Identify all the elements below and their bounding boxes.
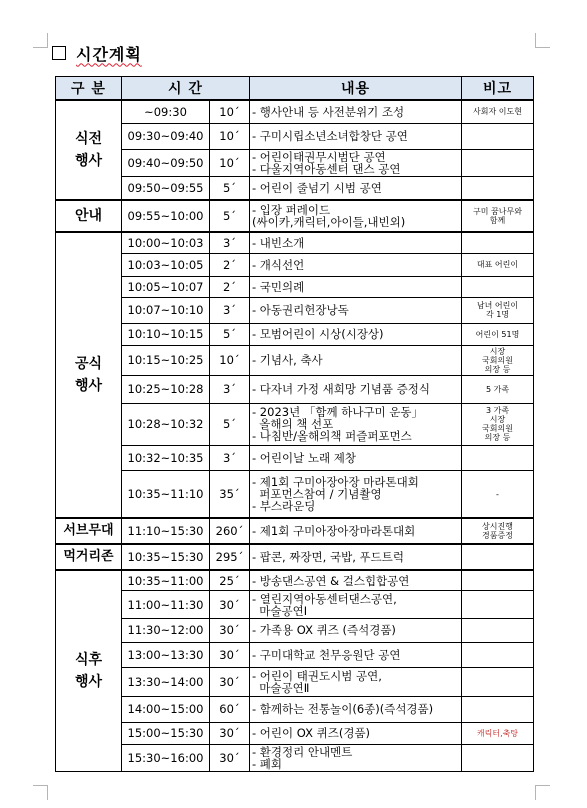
content-cell	[250, 697, 462, 723]
note-cell	[462, 276, 534, 297]
content-line: - 팝콘, 짜장면, 국밥, 푸드트럭	[252, 549, 404, 564]
content-cell	[250, 470, 462, 518]
time-cell: 11:10~15:30	[122, 518, 210, 544]
time-cell: 11:30~12:00	[122, 619, 210, 642]
content-line: - 어린이 줄넘기 시범 공연	[252, 181, 382, 196]
time-cell: 10:15~10:25	[122, 345, 210, 375]
crop-mark-bottom-left	[33, 785, 48, 800]
duration-cell: 3´	[210, 297, 250, 323]
table-row	[56, 518, 534, 544]
time-cell: 10:10~10:15	[122, 323, 210, 345]
content-cell	[250, 446, 462, 471]
content-line: 마술공연Ⅱ	[252, 681, 310, 696]
content-line: - 국민의례	[252, 279, 305, 294]
content-line: - 방송댄스공연 & 걸스힙합공연	[252, 573, 410, 588]
content-line: - 구미시립소년소녀합창단 공연	[252, 129, 408, 144]
content-cell	[250, 570, 462, 591]
note-cell: 시장 국회의원 의장 등	[462, 345, 534, 375]
content-line: - 구미대학교 천무응원단 공연	[252, 647, 401, 662]
duration-cell: 25´	[210, 570, 250, 591]
time-cell: 11:00~11:30	[122, 591, 210, 619]
duration-cell: 30´	[210, 668, 250, 697]
note-cell	[462, 745, 534, 772]
note-cell: 사회자 이도현	[462, 100, 534, 123]
table-row	[56, 570, 534, 591]
content-line: - 어린이 OX 퀴즈(경품)	[252, 726, 371, 741]
duration-cell: 10´	[210, 123, 250, 149]
content-cell	[250, 642, 462, 668]
duration-cell: 30´	[210, 745, 250, 772]
header-content: 내용	[250, 77, 462, 101]
content-cell	[250, 323, 462, 345]
content-line: - 폐회	[252, 757, 283, 772]
note-cell: -	[462, 470, 534, 518]
table-row	[56, 200, 534, 232]
time-cell: 10:05~10:07	[122, 276, 210, 297]
table-row	[56, 745, 534, 772]
content-line: - 다자녀 가정 새희망 기념품 증정식	[252, 382, 430, 397]
content-line: - 함께하는 전통놀이(6종)(즉석경품)	[252, 702, 434, 717]
duration-cell: 30´	[210, 591, 250, 619]
content-cell	[250, 745, 462, 772]
note-cell: 캐릭터,축탕	[462, 722, 534, 744]
content-line: - 어린이 태권도시범 공연,	[252, 669, 382, 684]
content-line: - 내빈소개	[252, 236, 305, 251]
content-cell	[250, 123, 462, 149]
table-row	[56, 177, 534, 200]
content-cell	[250, 200, 462, 232]
time-cell: 10:35~11:00	[122, 570, 210, 591]
table-row	[56, 375, 534, 403]
duration-cell: 260´	[210, 518, 250, 544]
table-row	[56, 276, 534, 297]
content-cell	[250, 668, 462, 697]
content-cell	[250, 544, 462, 570]
duration-cell: 60´	[210, 697, 250, 723]
time-cell: 09:30~09:40	[122, 123, 210, 149]
table-row	[56, 232, 534, 253]
note-cell	[462, 570, 534, 591]
time-cell: ~09:30	[122, 100, 210, 123]
table-row	[56, 149, 534, 177]
content-cell	[250, 375, 462, 403]
section-title: 시간계획	[76, 44, 142, 64]
table-row	[56, 254, 534, 276]
note-cell	[462, 544, 534, 570]
section-heading	[52, 42, 142, 64]
category-cell: 서브무대	[56, 518, 122, 544]
note-cell	[462, 591, 534, 619]
content-cell	[250, 345, 462, 375]
content-cell	[250, 232, 462, 253]
note-cell	[462, 619, 534, 642]
time-cell: 13:00~13:30	[122, 642, 210, 668]
header-time: 시 간	[122, 77, 250, 101]
note-cell	[462, 697, 534, 723]
note-cell	[462, 177, 534, 200]
duration-cell: 3´	[210, 375, 250, 403]
header-note: 비고	[462, 77, 534, 101]
header-category: 구 분	[56, 77, 122, 101]
note-cell	[462, 123, 534, 149]
crop-mark-bottom-right	[535, 785, 550, 800]
table-row	[56, 470, 534, 518]
note-cell	[462, 642, 534, 668]
duration-cell: 5´	[210, 403, 250, 446]
content-line: - 제1회 구미아장아장 마라톤대회	[252, 475, 419, 490]
checkbox-square-icon	[52, 46, 66, 60]
crop-mark-top-right	[535, 33, 550, 48]
content-line: - 2023년 「함께 하나구미 운동」	[252, 405, 424, 420]
table-row	[56, 591, 534, 619]
duration-cell: 5´	[210, 323, 250, 345]
content-line: - 부스라운딩	[252, 499, 316, 514]
schedule-table	[55, 76, 534, 772]
note-cell: 남녀 어린이 각 1명	[462, 297, 534, 323]
duration-cell: 30´	[210, 642, 250, 668]
table-header-row	[56, 77, 534, 101]
note-cell: 대표 어린이	[462, 254, 534, 276]
note-cell	[462, 232, 534, 253]
table-row	[56, 722, 534, 744]
content-line: - 어린이태권무시범단 공연	[252, 149, 386, 164]
duration-cell: 10´	[210, 345, 250, 375]
content-line: - 환경정리 안내멘트	[252, 745, 353, 760]
content-cell	[250, 619, 462, 642]
note-cell	[462, 668, 534, 697]
content-line: - 기념사, 축사	[252, 353, 323, 368]
schedule-body	[56, 100, 534, 772]
content-line: 올해의 책 선포	[252, 417, 334, 432]
content-line: - 모범어린이 시상(시장상)	[252, 327, 384, 342]
table-row	[56, 619, 534, 642]
note-cell	[462, 446, 534, 471]
time-cell: 10:00~10:03	[122, 232, 210, 253]
duration-cell: 10´	[210, 149, 250, 177]
time-cell: 10:35~11:10	[122, 470, 210, 518]
category-cell: 식후 행사	[56, 570, 122, 772]
time-cell: 09:50~09:55	[122, 177, 210, 200]
duration-cell: 3´	[210, 232, 250, 253]
note-cell: 구미 꿈나무와 함께	[462, 200, 534, 232]
content-line: - 가족용 OX 퀴즈 (즉석경품)	[252, 623, 396, 638]
duration-cell: 5´	[210, 200, 250, 232]
content-cell	[250, 297, 462, 323]
content-cell	[250, 722, 462, 744]
time-cell: 10:28~10:32	[122, 403, 210, 446]
content-cell	[250, 254, 462, 276]
note-cell: 상시진행 경품증정	[462, 518, 534, 544]
table-row	[56, 544, 534, 570]
time-cell: 13:30~14:00	[122, 668, 210, 697]
content-line: 퍼포먼스참여 / 기념촬영	[252, 487, 382, 502]
time-cell: 15:00~15:30	[122, 722, 210, 744]
time-cell: 10:32~10:35	[122, 446, 210, 471]
note-cell: 3 가족 시장 국회의원 의장 등	[462, 403, 534, 446]
crop-mark-top-left	[33, 33, 48, 48]
table-row	[56, 345, 534, 375]
time-cell: 10:03~10:05	[122, 254, 210, 276]
content-cell	[250, 149, 462, 177]
duration-cell: 295´	[210, 544, 250, 570]
content-cell	[250, 518, 462, 544]
content-line: (싸이카,캐릭터,아이들,내빈외)	[252, 215, 406, 230]
time-cell: 10:07~10:10	[122, 297, 210, 323]
duration-cell: 30´	[210, 722, 250, 744]
category-cell: 식전 행사	[56, 100, 122, 200]
content-line: - 아동권리헌장낭독	[252, 303, 349, 318]
category-cell: 안내	[56, 200, 122, 232]
duration-cell: 35´	[210, 470, 250, 518]
note-cell	[462, 149, 534, 177]
content-line: - 행사안내 등 사전분위기 조성	[252, 104, 405, 119]
table-row	[56, 323, 534, 345]
time-cell: 09:55~10:00	[122, 200, 210, 232]
content-cell	[250, 403, 462, 446]
duration-cell: 5´	[210, 177, 250, 200]
content-line: - 어린이날 노래 제창	[252, 451, 356, 466]
table-row	[56, 123, 534, 149]
table-row	[56, 403, 534, 446]
table-row	[56, 446, 534, 471]
category-cell: 먹거리존	[56, 544, 122, 570]
table-row	[56, 297, 534, 323]
content-line: - 개식선언	[252, 257, 305, 272]
time-cell: 15:30~16:00	[122, 745, 210, 772]
duration-cell: 30´	[210, 619, 250, 642]
table-row	[56, 100, 534, 123]
time-cell: 09:40~09:50	[122, 149, 210, 177]
category-cell: 공식 행사	[56, 232, 122, 518]
content-line: - 열린지역아동센터댄스공연,	[252, 591, 397, 606]
content-line: - 다울지역아동센터 댄스 공연	[252, 161, 401, 176]
content-cell	[250, 177, 462, 200]
content-line: - 제1회 구미아장아장마라톤대회	[252, 524, 416, 539]
content-cell	[250, 591, 462, 619]
table-row	[56, 642, 534, 668]
time-cell: 14:00~15:00	[122, 697, 210, 723]
time-cell: 10:35~15:30	[122, 544, 210, 570]
note-cell: 어린이 51명	[462, 323, 534, 345]
duration-cell: 2´	[210, 276, 250, 297]
table-row	[56, 668, 534, 697]
content-line: 마술공연Ⅰ	[252, 603, 308, 618]
time-cell: 10:25~10:28	[122, 375, 210, 403]
content-line: - 입장 퍼레이드	[252, 203, 331, 218]
content-cell	[250, 100, 462, 123]
table-row	[56, 697, 534, 723]
content-cell	[250, 276, 462, 297]
duration-cell: 10´	[210, 100, 250, 123]
note-cell: 5 가족	[462, 375, 534, 403]
duration-cell: 2´	[210, 254, 250, 276]
duration-cell: 3´	[210, 446, 250, 471]
content-line: - 나침반/올해의책 퍼즐퍼포먼스	[252, 429, 412, 444]
